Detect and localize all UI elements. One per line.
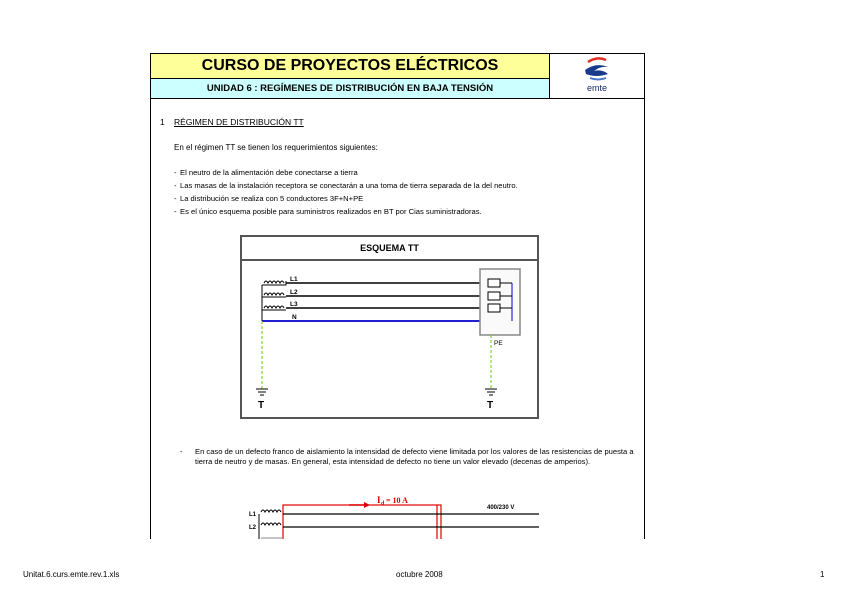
bullet-text: Es el único esquema posible para suministros realizados en BT por Cias suministradoras. — [180, 207, 482, 216]
intro-text: En el régimen TT se tienen los requerimientos siguientes: — [174, 143, 378, 152]
bullet-dash: - — [180, 447, 183, 456]
line-label-l1: L1 — [249, 512, 257, 518]
footer-date: octubre 2008 — [396, 570, 443, 579]
document-sheet — [150, 53, 645, 539]
schema-drawing — [242, 261, 537, 419]
section-title: RÉGIMEN DE DISTRIBUCIÓN TT — [174, 117, 304, 127]
current-label-sub: d — [381, 501, 385, 507]
diagram-title: ESQUEMA TT — [242, 237, 537, 261]
fault-current-diagram — [239, 494, 539, 539]
bullet-dash: - — [174, 168, 177, 177]
line-label-l3: L3 — [290, 301, 298, 308]
line-label-l1: L1 — [290, 276, 298, 283]
tt-schema-diagram — [240, 235, 539, 419]
fault-paragraph — [180, 447, 640, 467]
bullet-item — [174, 168, 358, 177]
emte-logo — [550, 54, 644, 99]
footer-filename: Unitat.6.curs.emte.rev.1.xls — [23, 570, 120, 579]
bullet-dash: - — [174, 207, 177, 216]
earth-label-right: T — [487, 400, 494, 411]
paragraph-text: En caso de un defecto franco de aislamiento la intensidad de defecto viene limitada por los valores de las resistencias de puesta a tierra de neutro y de masas. En general, esta intensidad de defecto no tiene un valor elevado (decenas de amperios). — [195, 447, 634, 466]
bullet-item — [174, 194, 364, 203]
bullet-text: Las masas de la instalación receptora se conectarán a una toma de tierra separada de la del neutro. — [180, 181, 518, 190]
bullet-text: La distribución se realiza con 5 conductores 3F+N+PE — [180, 194, 364, 203]
bullet-item — [174, 207, 482, 216]
line-label-n: N — [292, 314, 297, 321]
bullet-item — [174, 181, 518, 190]
line-label-l2: L2 — [290, 289, 298, 296]
current-label-main: I — [377, 495, 381, 505]
footer-page-number: 1 — [820, 570, 825, 579]
voltage-label: 400/230 V — [487, 505, 515, 511]
pe-label: PE — [494, 340, 503, 347]
unit-subtitle: UNIDAD 6 : REGÍMENES DE DISTRIBUCIÓN EN BAJA TENSIÓN — [151, 79, 550, 99]
current-value: = 10 A — [386, 496, 408, 505]
section-number: 1 — [160, 117, 165, 127]
bullet-dash: - — [174, 194, 177, 203]
logo-text: emte — [586, 83, 607, 93]
fault-drawing — [239, 494, 539, 539]
emte-logo-icon — [550, 54, 644, 84]
earth-label-left: T — [258, 400, 265, 411]
course-title: CURSO DE PROYECTOS ELÉCTRICOS — [151, 54, 550, 79]
line-label-l2: L2 — [249, 525, 257, 531]
bullet-text: El neutro de la alimentación debe conectarse a tierra — [180, 168, 358, 177]
bullet-dash: - — [174, 181, 177, 190]
